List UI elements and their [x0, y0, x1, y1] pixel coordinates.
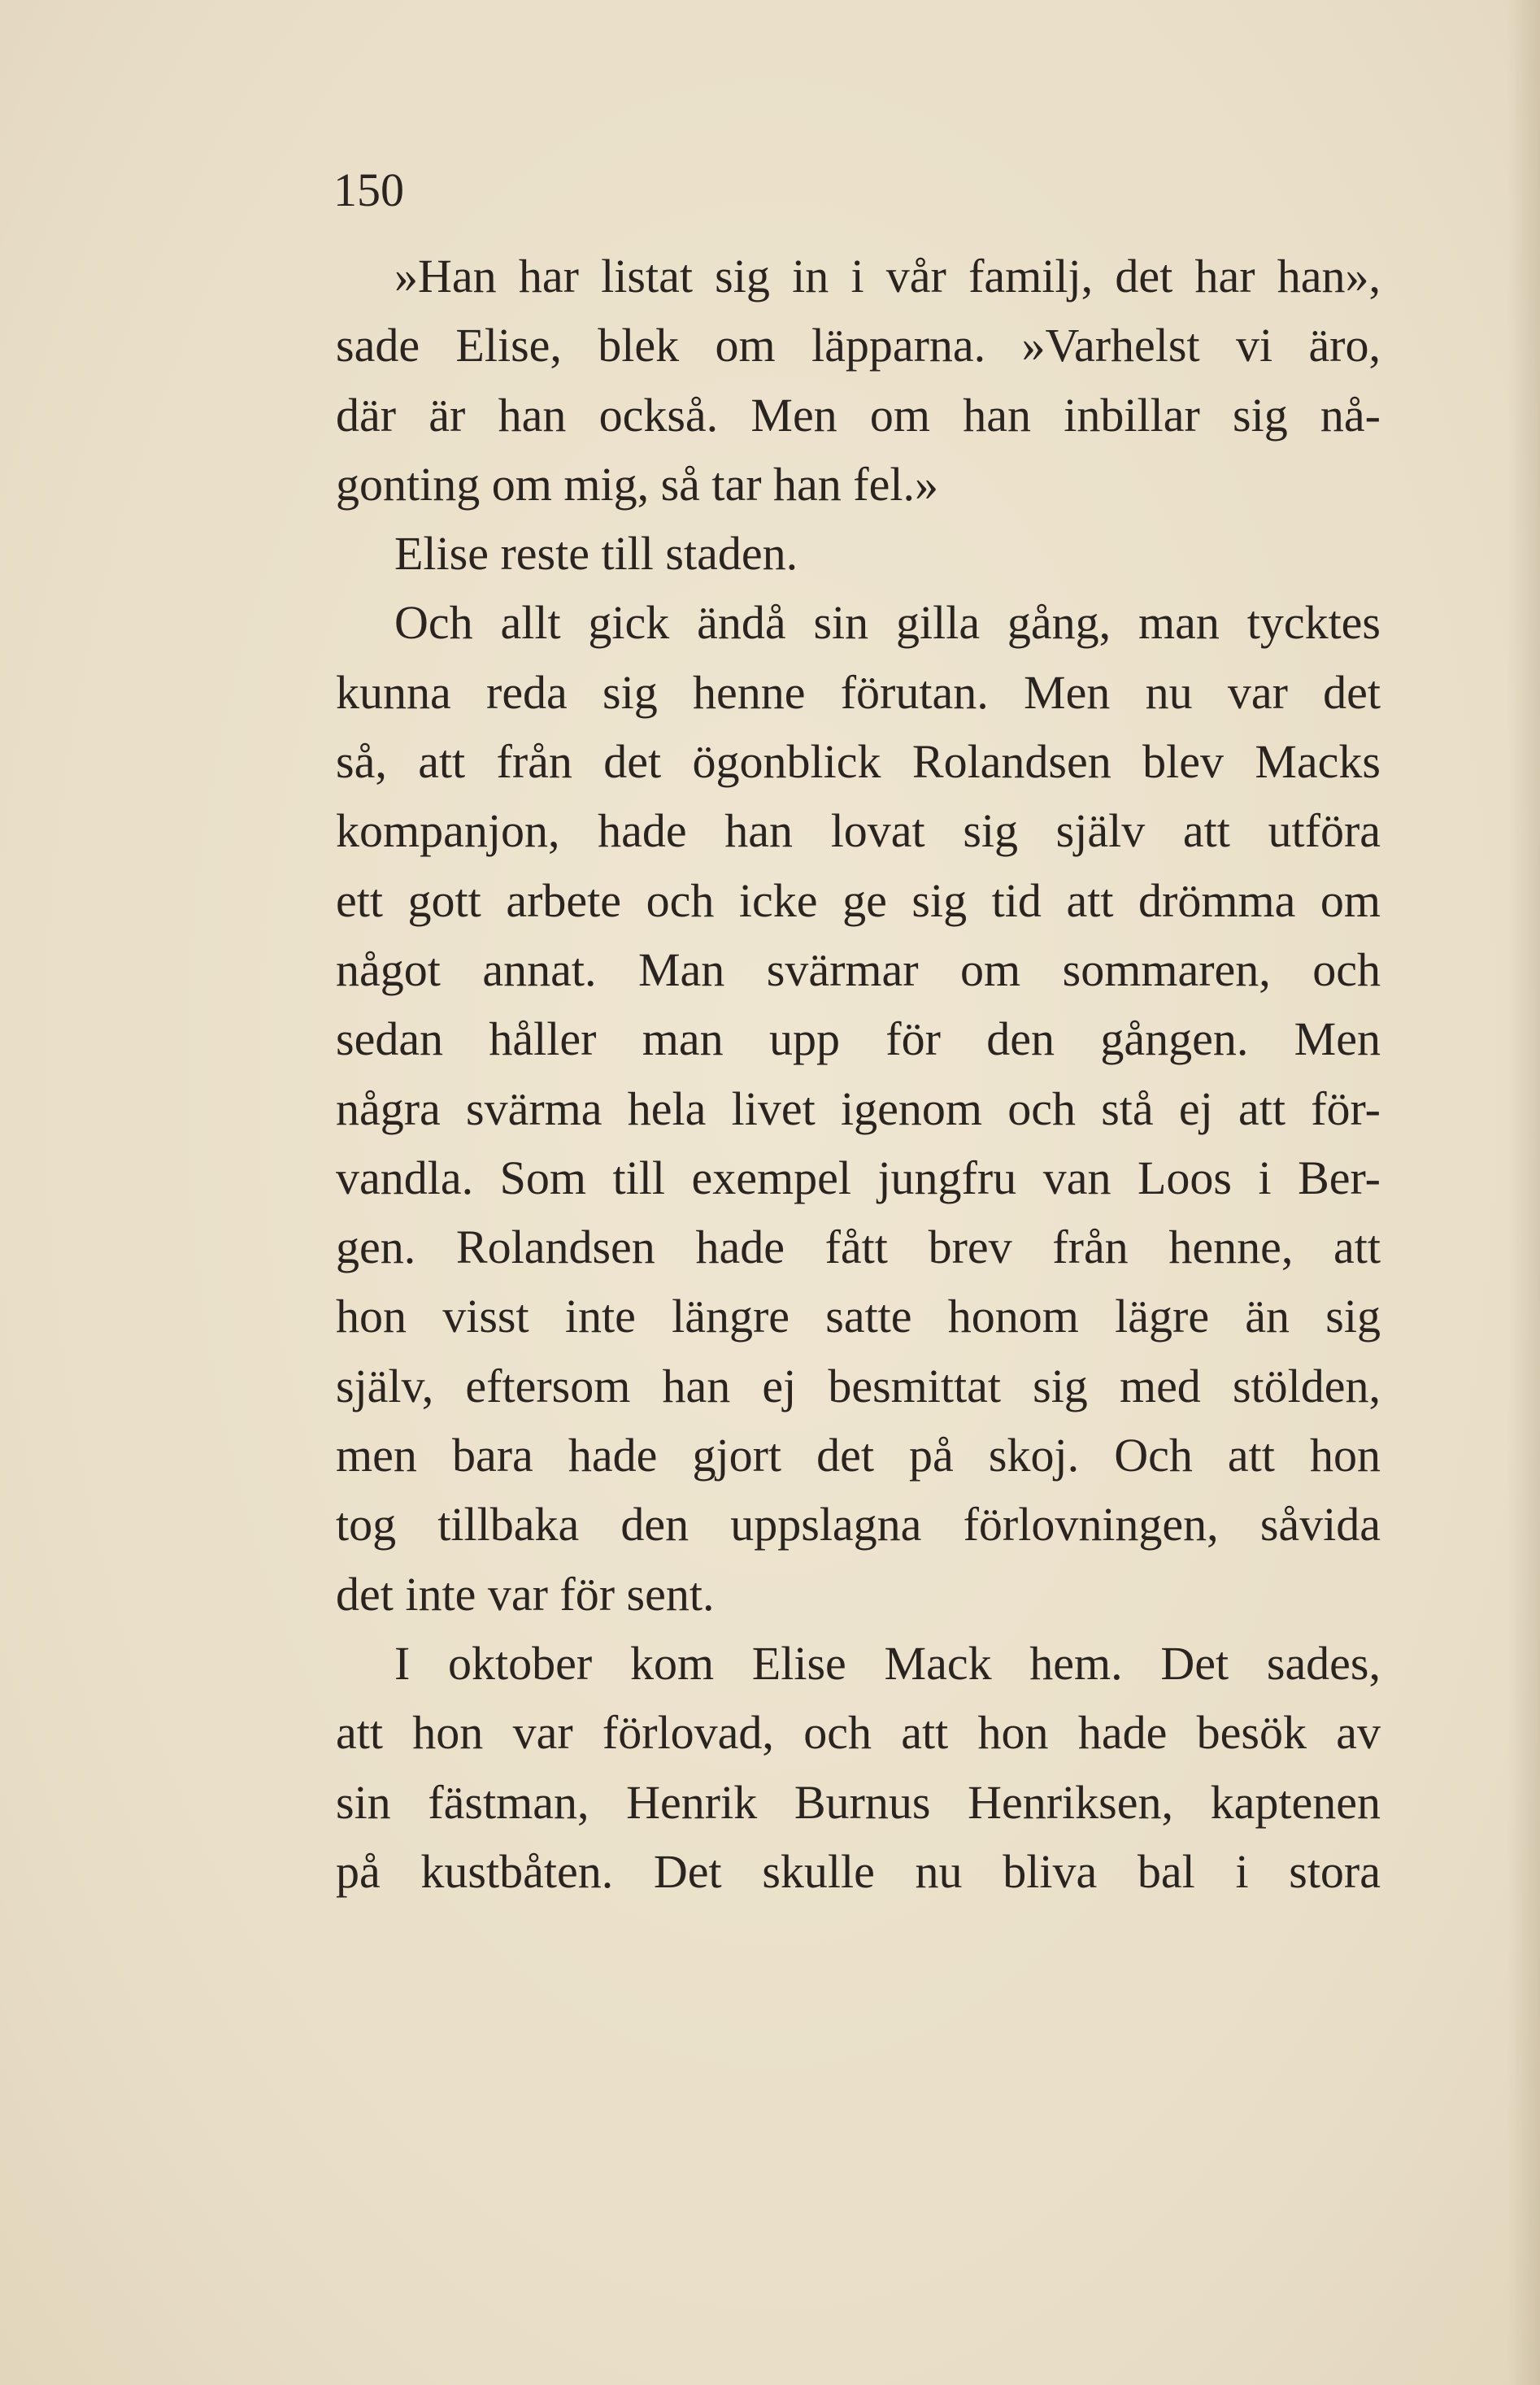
text-line: tog tillbaka den uppslagna förlovningen, såvida: [336, 1498, 1381, 1552]
text-line: vandla. Som till exempel jungfru van Loos i Ber-: [336, 1151, 1381, 1204]
text-line: själv, eftersom han ej besmittat sig med stölden,: [336, 1359, 1381, 1412]
text-line: att hon var förlovad, och att hon hade besök av: [336, 1706, 1381, 1760]
text-line: gonting om mig, så tar han fel.»: [336, 457, 938, 511]
text-line: hon visst inte längre satte honom lägre än sig: [336, 1290, 1381, 1343]
text-line: ett gott arbete och icke ge sig tid att drömma om: [336, 873, 1381, 927]
text-line: gen. Rolandsen hade fått brev från henne, att: [336, 1221, 1381, 1274]
text-line: det inte var för sent.: [336, 1567, 715, 1621]
text-line: så, att från det ögonblick Rolandsen blev Macks: [336, 735, 1381, 789]
text-line: men bara hade gjort det på skoj. Och att hon: [336, 1429, 1381, 1482]
text-line: sin fästman, Henrik Burnus Henriksen, kaptenen: [336, 1775, 1381, 1829]
text-line: några svärma hela livet igenom och stå ej att för-: [336, 1082, 1381, 1135]
text-line: sedan håller man upp för den gången. Men: [336, 1012, 1381, 1066]
text-line: Elise reste till staden.: [394, 527, 798, 581]
text-line: Och allt gick ändå sin gilla gång, man tycktes: [394, 596, 1381, 650]
page-edge-shadow: [1507, 0, 1540, 2385]
text-line: kompanjon, hade han lovat sig själv att utföra: [336, 804, 1381, 858]
text-line: något annat. Man svärmar om sommaren, och: [336, 942, 1381, 996]
text-line: »Han har listat sig in i vår familj, det har han»,: [394, 250, 1381, 302]
page-number: 150: [333, 163, 404, 216]
text-line: på kustbåten. Det skulle nu bliva bal i stora: [336, 1844, 1381, 1898]
text-line: I oktober kom Elise Mack hem. Det sades,: [394, 1636, 1381, 1690]
text-line: kunna reda sig henne förutan. Men nu var det: [336, 665, 1381, 719]
text-line: sade Elise, blek om läpparna. »Varhelst vi äro,: [336, 319, 1381, 372]
body-text: [336, 242, 1381, 1906]
text-line: där är han också. Men om han inbillar sig nå-: [336, 388, 1381, 442]
